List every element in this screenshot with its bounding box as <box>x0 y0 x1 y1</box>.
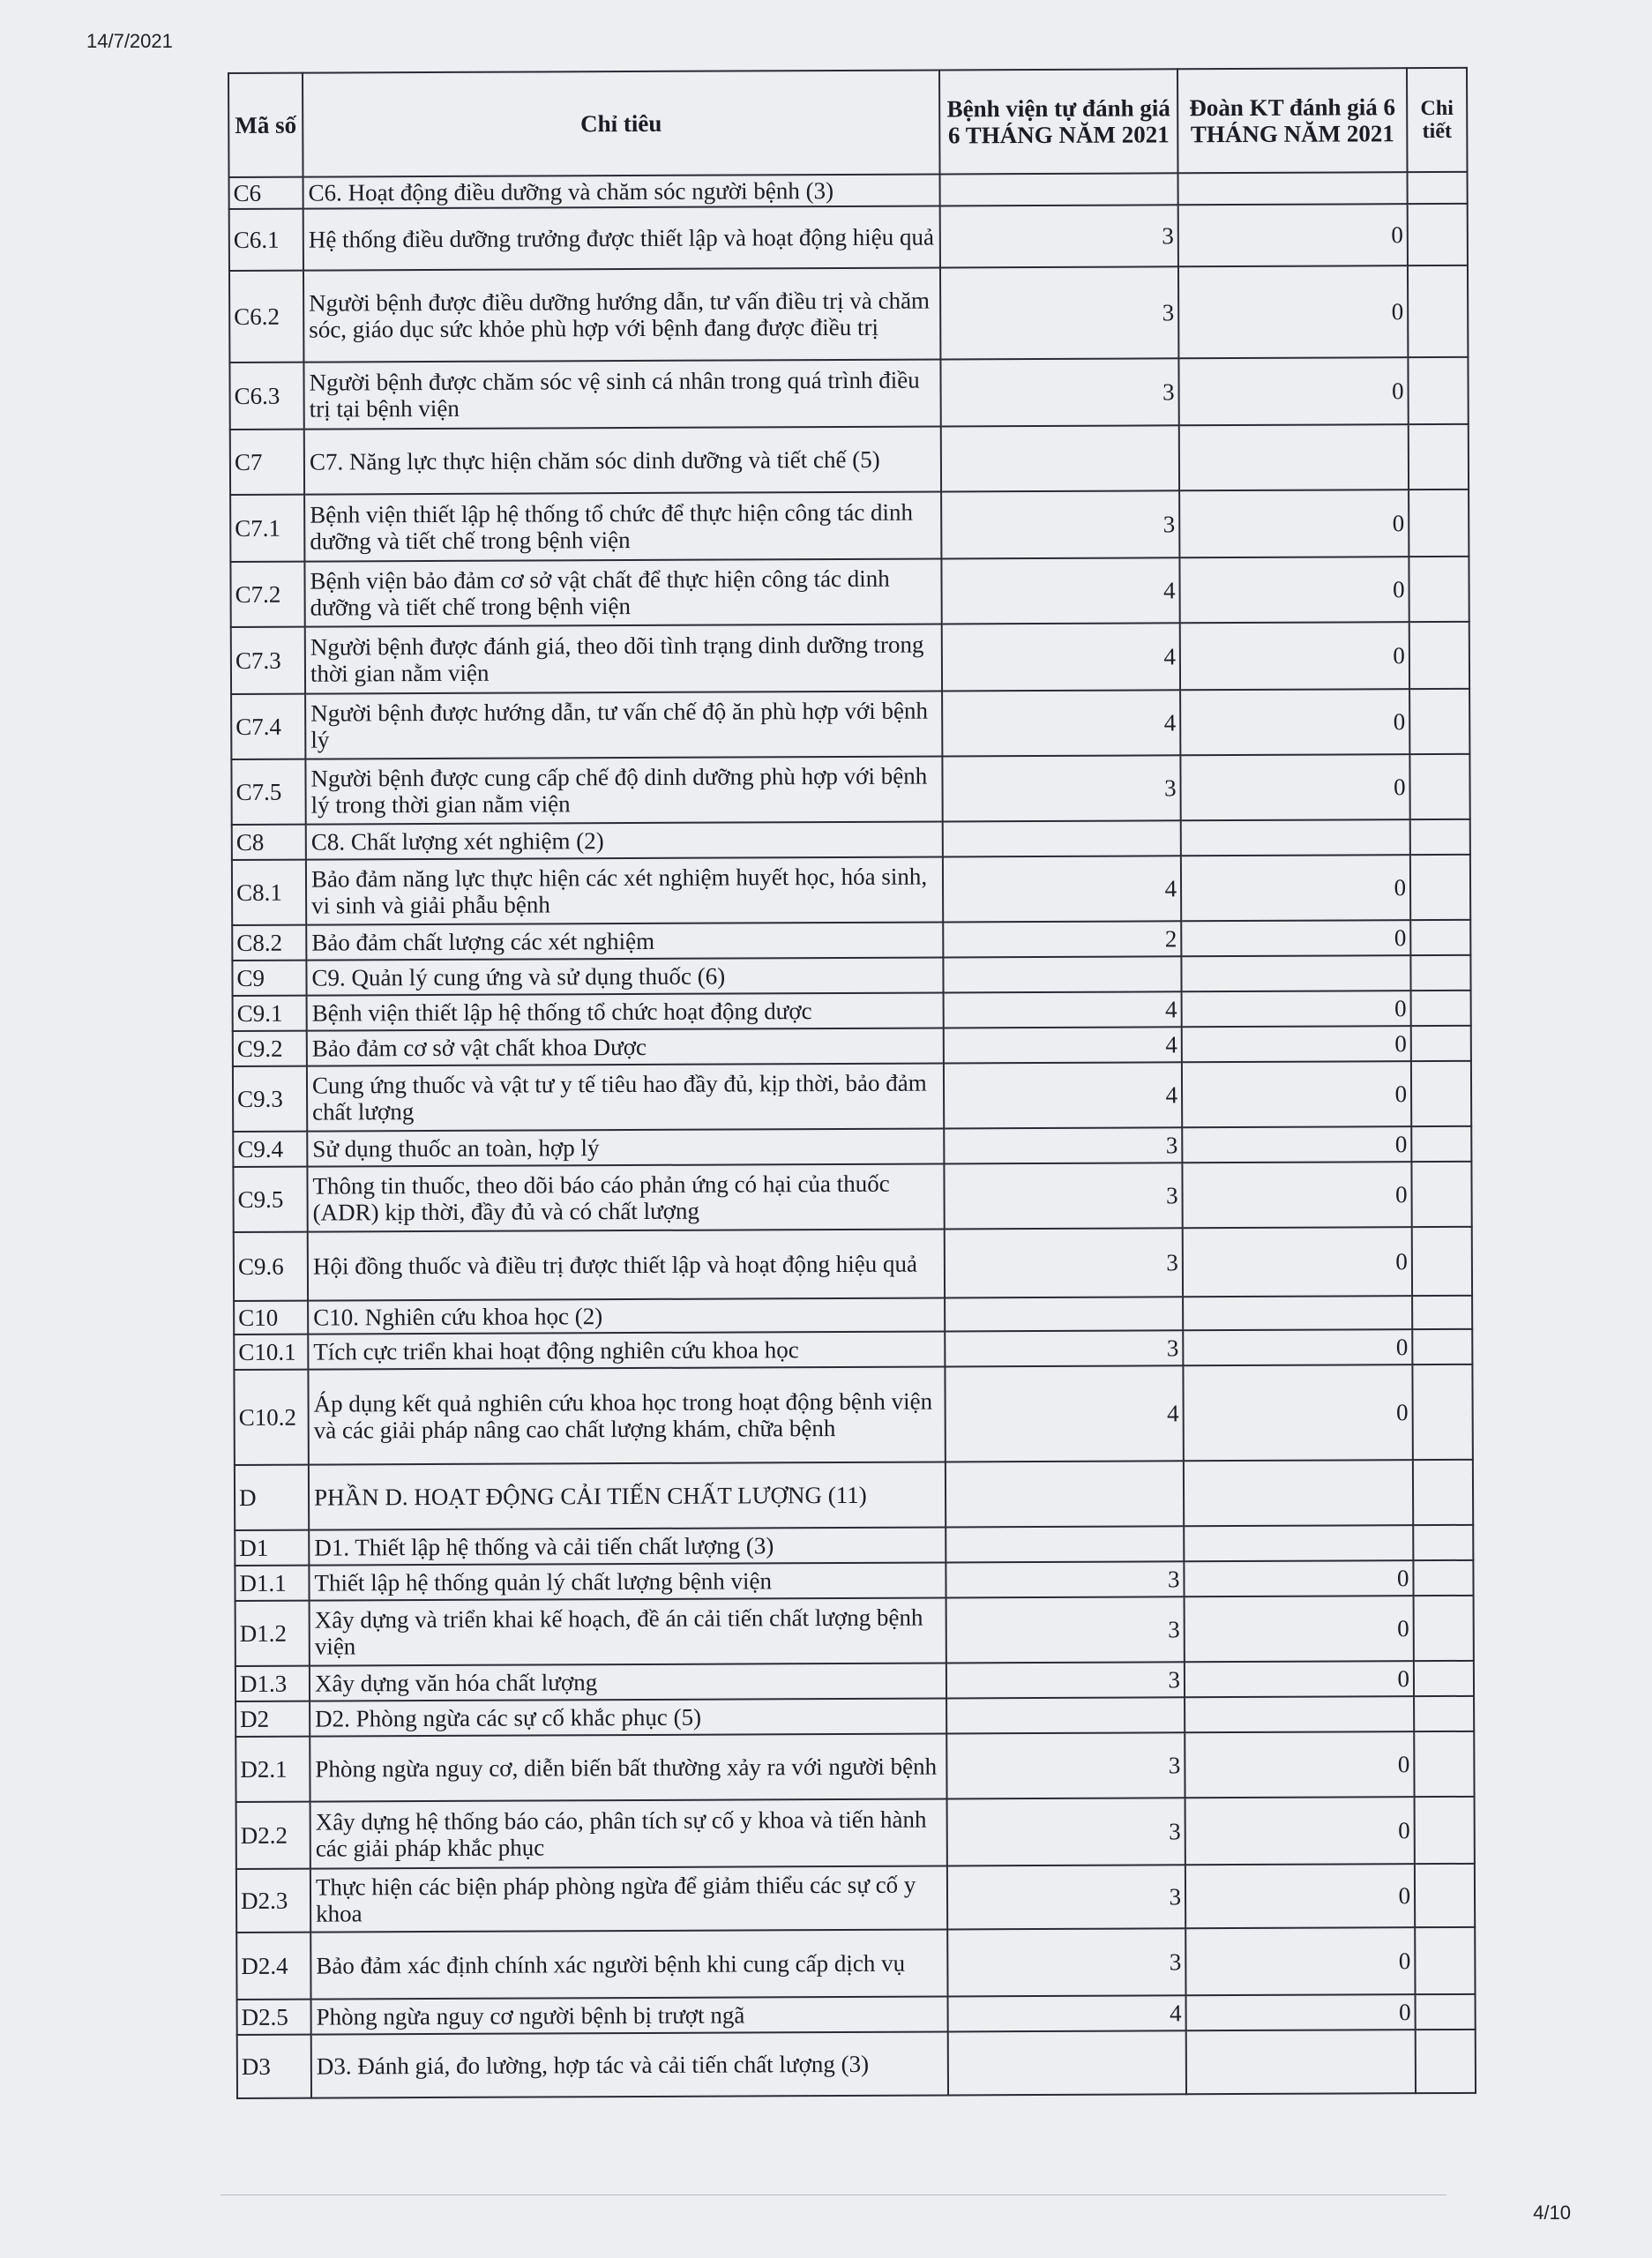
row-audit-score: 0 <box>1183 1365 1412 1461</box>
table-row <box>232 955 1470 996</box>
row-detail <box>1415 1797 1475 1864</box>
row-self-score: 3 <box>946 1561 1184 1597</box>
row-criterion: C9. Quản lý cung ứng và sử dụng thuốc (6) <box>306 957 943 995</box>
row-criterion: Phòng ngừa nguy cơ, diễn biến bất thường xảy ra với người bệnh <box>310 1733 946 1801</box>
row-self-score <box>946 1526 1184 1562</box>
row-criterion: Cung ứng thuốc và vật tư y tế tiêu hao đầy đủ, kịp thời, bảo đảm chất lượng <box>307 1063 944 1131</box>
table-row <box>235 1560 1473 1601</box>
row-audit-score <box>1181 819 1410 856</box>
row-audit-score <box>1185 1696 1414 1732</box>
table-row <box>233 1162 1471 1232</box>
row-audit-score: 0 <box>1182 1061 1411 1127</box>
row-self-score: 4 <box>944 1027 1182 1063</box>
row-detail <box>1412 1227 1472 1296</box>
row-self-score: 4 <box>943 856 1181 922</box>
row-detail <box>1411 1126 1471 1162</box>
row-detail <box>1416 1994 1476 2030</box>
row-self-score: 3 <box>946 1662 1185 1698</box>
row-code: C6.1 <box>229 209 303 271</box>
row-criterion: Bệnh viện thiết lập hệ thống tổ chức hoạt động dược <box>307 992 944 1030</box>
row-self-score: 3 <box>947 1865 1185 1929</box>
row-code: D2.1 <box>235 1737 310 1802</box>
row-detail <box>1409 557 1469 622</box>
row-self-score <box>946 1461 1184 1527</box>
row-self-score: 4 <box>948 1995 1186 2031</box>
row-audit-score: 0 <box>1183 1227 1412 1297</box>
row-audit-score: 0 <box>1181 855 1410 921</box>
table-row <box>237 1994 1476 2035</box>
row-code: D1 <box>235 1530 309 1566</box>
row-detail <box>1414 1661 1474 1696</box>
row-criterion: C8. Chất lượng xét nghiệm (2) <box>306 821 943 859</box>
row-audit-score: 0 <box>1185 1731 1414 1798</box>
row-self-score: 3 <box>940 266 1178 359</box>
row-criterion: Người bệnh được chăm sóc vệ sinh cá nhân trong quá trình điều trị tại bệnh viện <box>303 359 940 429</box>
row-self-score: 3 <box>947 1798 1185 1865</box>
row-criterion: Bảo đảm chất lượng các xét nghiệm <box>306 922 943 960</box>
row-self-score <box>943 956 1181 992</box>
row-criterion: Thực hiện các biện pháp phòng ngừa để giảm thiểu các sự cố y khoa <box>310 1865 947 1932</box>
row-code: D3 <box>237 2035 311 2098</box>
row-detail <box>1410 855 1470 920</box>
row-detail <box>1409 754 1469 819</box>
row-code: D2.3 <box>236 1869 310 1933</box>
row-audit-score <box>1183 1296 1412 1330</box>
row-self-score: 3 <box>942 755 1180 821</box>
row-audit-score <box>1178 172 1408 205</box>
table-row <box>234 1365 1472 1465</box>
row-detail <box>1408 172 1468 204</box>
row-audit-score <box>1181 955 1410 991</box>
table-row <box>233 1061 1471 1132</box>
row-criterion: PHẦN D. HOẠT ĐỘNG CẢI TIẾN CHẤT LƯỢNG (11) <box>309 1462 946 1529</box>
table-row <box>235 1731 1474 1802</box>
row-detail <box>1412 1365 1472 1460</box>
row-detail <box>1411 1061 1471 1126</box>
row-audit-score: 0 <box>1179 490 1409 557</box>
row-code: C7.5 <box>231 759 305 825</box>
row-code: C7.1 <box>230 495 304 562</box>
row-self-score: 4 <box>945 1365 1183 1462</box>
row-code: C9.6 <box>234 1232 308 1301</box>
row-audit-score: 0 <box>1183 1329 1412 1365</box>
row-detail <box>1413 1560 1473 1596</box>
table-row <box>231 754 1469 825</box>
row-self-score: 3 <box>946 1596 1185 1663</box>
footer-divider <box>221 2194 1446 2195</box>
row-criterion: Hội đồng thuốc và điều trị được thiết lập và hoạt động hiệu quả <box>308 1229 945 1300</box>
row-criterion: C10. Nghiên cứu khoa học (2) <box>308 1297 945 1334</box>
row-self-score: 4 <box>941 557 1179 624</box>
row-audit-score: 0 <box>1185 1864 1415 1928</box>
row-code: C6 <box>229 177 303 209</box>
row-detail <box>1408 357 1468 424</box>
row-criterion: Thông tin thuốc, theo dõi báo cáo phản ứng có hại của thuốc (ADR) kịp thời, đầy đủ và có chất lượng <box>307 1163 944 1231</box>
row-criterion: Bảo đảm năng lực thực hiện các xét nghiệm huyết học, hóa sinh, vi sinh và giải phẫu bệnh <box>306 856 943 924</box>
row-code: C10.2 <box>234 1370 308 1465</box>
row-criterion: Sử dụng thuốc an toàn, hợp lý <box>307 1128 944 1166</box>
header-code: Mã số <box>228 73 303 177</box>
row-criterion: C7. Năng lực thực hiện chăm sóc dinh dưỡng và tiết chế (5) <box>304 426 941 494</box>
row-self-score <box>941 425 1179 491</box>
row-criterion: Áp dụng kết quả nghiên cứu khoa học trong hoạt động bệnh viện và các giải pháp nâng cao chất lượng khám, chữa bệnh <box>308 1366 945 1464</box>
row-audit-score: 0 <box>1185 1927 1415 1995</box>
row-audit-score: 0 <box>1178 204 1408 266</box>
row-self-score <box>948 2030 1186 2095</box>
row-detail <box>1411 1162 1471 1227</box>
row-code: C7.4 <box>231 694 305 759</box>
row-code: C7 <box>230 430 304 495</box>
row-self-score <box>943 820 1181 856</box>
table-row <box>233 1126 1471 1167</box>
table-row <box>229 265 1468 363</box>
table-row <box>230 557 1469 627</box>
row-code: C8.1 <box>232 860 306 925</box>
row-detail <box>1415 1864 1475 1927</box>
row-criterion: Hệ thống điều dưỡng trưởng được thiết lập và hoạt động hiệu quả <box>303 206 940 270</box>
row-self-score: 3 <box>944 1127 1182 1163</box>
table-row <box>236 1864 1475 1933</box>
row-code: C7.2 <box>230 562 304 627</box>
table-row <box>230 490 1469 562</box>
row-code: C9.4 <box>233 1132 307 1167</box>
row-self-score: 3 <box>941 490 1179 558</box>
header-name: Chỉ tiêu <box>303 70 940 176</box>
row-code: C10.1 <box>234 1335 308 1370</box>
row-criterion: Bệnh viện thiết lập hệ thống tổ chức để thực hiện công tác dinh dưỡng và tiết chế trong bệnh viện <box>304 491 941 561</box>
row-detail <box>1411 1026 1471 1061</box>
row-criterion: Bảo đảm cơ sở vật chất khoa Dược <box>307 1028 944 1065</box>
row-self-score: 4 <box>942 623 1180 691</box>
row-code: D2.4 <box>236 1933 310 2000</box>
row-self-score: 3 <box>945 1228 1183 1297</box>
row-self-score <box>940 173 1178 206</box>
row-code: C9.5 <box>233 1167 307 1232</box>
row-detail <box>1409 689 1469 754</box>
row-audit-score <box>1179 424 1409 490</box>
row-audit-score: 0 <box>1184 1560 1413 1596</box>
row-code: C9 <box>232 961 306 996</box>
row-detail <box>1414 1696 1474 1731</box>
table-row <box>233 1026 1471 1066</box>
row-detail <box>1416 2030 1476 2093</box>
table-row <box>235 1661 1474 1701</box>
table-row <box>232 819 1470 860</box>
row-criterion: Thiết lập hệ thống quản lý chất lượng bệnh viện <box>309 1562 946 1600</box>
row-self-score: 4 <box>944 991 1182 1028</box>
row-criterion: Xây dựng hệ thống báo cáo, phân tích sự cố y khoa và tiến hành các giải pháp khắc phục <box>310 1798 947 1868</box>
row-code: C10 <box>234 1301 308 1335</box>
row-self-score: 3 <box>944 1163 1182 1229</box>
row-self-score: 4 <box>944 1062 1182 1128</box>
row-audit-score: 0 <box>1178 265 1408 358</box>
table-row <box>235 1696 1474 1737</box>
row-criterion: Xây dựng văn hóa chất lượng <box>310 1663 946 1701</box>
row-detail <box>1412 1296 1472 1329</box>
table-row <box>231 622 1469 694</box>
row-criterion: D3. Đánh giá, đo lường, hợp tác và cải tiến chất lượng (3) <box>311 2031 948 2097</box>
row-criterion: Người bệnh được đánh giá, theo dõi tình trạng dinh dưỡng trong thời gian nằm viện <box>305 624 942 693</box>
row-audit-score: 0 <box>1178 357 1408 425</box>
row-self-score <box>945 1297 1183 1331</box>
row-audit-score: 0 <box>1181 920 1410 956</box>
row-criterion: Người bệnh được cung cấp chế độ dinh dưỡng phù hợp với bệnh lý trong thời gian nằm viện <box>305 756 942 824</box>
table-row <box>229 357 1468 430</box>
table-row <box>232 920 1470 961</box>
row-code: D1.2 <box>235 1601 310 1666</box>
row-code: D2.2 <box>236 1802 310 1869</box>
row-audit-score: 0 <box>1186 1994 1416 2030</box>
row-audit-score <box>1186 2030 1416 2094</box>
row-self-score: 3 <box>945 1330 1183 1366</box>
row-criterion: Xây dựng và triển khai kế hoạch, đề án cải tiến chất lượng bệnh viện <box>310 1597 946 1665</box>
header-audit-assessment: Đoàn KT đánh giá 6 THÁNG NĂM 2021 <box>1177 68 1408 173</box>
row-self-score: 3 <box>946 1732 1185 1798</box>
row-code: D1.3 <box>235 1666 310 1701</box>
row-criterion: D1. Thiết lập hệ thống và cải tiến chất lượng (3) <box>309 1527 946 1565</box>
table-row <box>229 172 1468 209</box>
row-code: C6.3 <box>229 363 303 430</box>
assessment-table-wrapper <box>228 67 1475 2099</box>
row-self-score: 3 <box>940 205 1178 267</box>
row-self-score: 4 <box>942 690 1180 756</box>
row-audit-score: 0 <box>1182 1026 1411 1062</box>
row-detail <box>1410 920 1470 955</box>
row-detail <box>1408 204 1468 265</box>
row-code: C9.2 <box>233 1031 307 1066</box>
row-detail <box>1409 622 1469 689</box>
table-body <box>229 172 1476 2098</box>
row-criterion: Bệnh viện bảo đảm cơ sở vật chất để thực hiện công tác dinh dưỡng và tiết chế trong bệnh viện <box>304 558 941 626</box>
row-detail <box>1408 265 1468 357</box>
row-detail <box>1409 490 1469 557</box>
table-row <box>235 1460 1473 1530</box>
table-row <box>236 1927 1475 2000</box>
row-audit-score: 0 <box>1180 622 1409 690</box>
row-self-score: 2 <box>943 921 1181 957</box>
row-code: C9.3 <box>233 1066 307 1132</box>
table-row <box>229 204 1468 271</box>
table-row <box>236 1797 1475 1869</box>
row-audit-score: 0 <box>1182 1126 1411 1163</box>
row-code: D <box>235 1465 309 1530</box>
row-code: C8 <box>232 825 306 860</box>
table-row <box>230 424 1469 495</box>
row-self-score: 3 <box>947 1928 1185 1996</box>
row-detail <box>1413 1525 1473 1560</box>
row-self-score: 3 <box>940 358 1178 426</box>
row-code: C7.3 <box>231 627 305 694</box>
assessment-table <box>228 67 1476 2099</box>
row-detail <box>1415 1927 1475 1994</box>
table-row <box>235 1596 1474 1666</box>
row-self-score <box>946 1697 1185 1733</box>
row-code: D2 <box>235 1701 310 1737</box>
table-row <box>232 855 1470 925</box>
row-detail <box>1409 424 1469 490</box>
row-audit-score: 0 <box>1185 1596 1414 1662</box>
table-row <box>233 991 1471 1031</box>
table-header-row <box>228 68 1468 177</box>
row-detail <box>1414 1731 1474 1797</box>
row-criterion: Người bệnh được hướng dẫn, tư vấn chế độ ăn phù hợp với bệnh lý <box>305 691 942 759</box>
row-detail <box>1411 991 1471 1026</box>
row-detail <box>1414 1596 1474 1661</box>
table-row <box>234 1329 1472 1370</box>
row-criterion: Phòng ngừa nguy cơ người bệnh bị trượt ngã <box>311 1996 948 2034</box>
row-criterion: Người bệnh được điều dưỡng hướng dẫn, tư vấn điều trị và chăm sóc, giáo dục sức khỏe phù hợp với bệnh đang được điều trị <box>303 267 940 362</box>
row-audit-score: 0 <box>1182 1162 1411 1228</box>
header-detail: Chi tiết <box>1407 68 1468 172</box>
table-row <box>237 2030 1476 2098</box>
row-audit-score: 0 <box>1182 991 1411 1027</box>
row-audit-score: 0 <box>1185 1797 1415 1865</box>
row-audit-score: 0 <box>1180 754 1409 820</box>
row-detail <box>1410 819 1470 855</box>
row-criterion: Bảo đảm xác định chính xác người bệnh khi cung cấp dịch vụ <box>310 1929 947 1999</box>
page-number: 4/10 <box>1533 2202 1571 2224</box>
table-row <box>234 1296 1472 1335</box>
row-code: C9.1 <box>233 996 307 1031</box>
table-row <box>231 689 1469 759</box>
row-code: C6.2 <box>229 271 303 363</box>
row-audit-score: 0 <box>1180 689 1409 755</box>
row-code: D1.1 <box>235 1566 309 1601</box>
row-detail <box>1410 955 1470 991</box>
row-audit-score <box>1184 1525 1413 1561</box>
table-row <box>234 1227 1472 1301</box>
header-self-assessment: Bệnh viện tự đánh giá 6 THÁNG NĂM 2021 <box>939 69 1178 174</box>
row-code: D2.5 <box>237 2000 311 2035</box>
row-criterion: D2. Phòng ngừa các sự cố khắc phục (5) <box>310 1698 946 1736</box>
row-audit-score: 0 <box>1185 1661 1414 1697</box>
row-criterion: Tích cực triển khai hoạt động nghiên cứu khoa học <box>308 1331 945 1369</box>
row-audit-score <box>1184 1460 1413 1526</box>
page-date: 14/7/2021 <box>86 30 173 52</box>
row-criterion: C6. Hoạt động điều dưỡng và chăm sóc người bệnh (3) <box>303 174 940 208</box>
row-audit-score: 0 <box>1179 557 1409 623</box>
row-detail <box>1413 1460 1473 1525</box>
row-detail <box>1412 1329 1472 1365</box>
row-code: C8.2 <box>232 925 306 961</box>
table-row <box>235 1525 1473 1566</box>
